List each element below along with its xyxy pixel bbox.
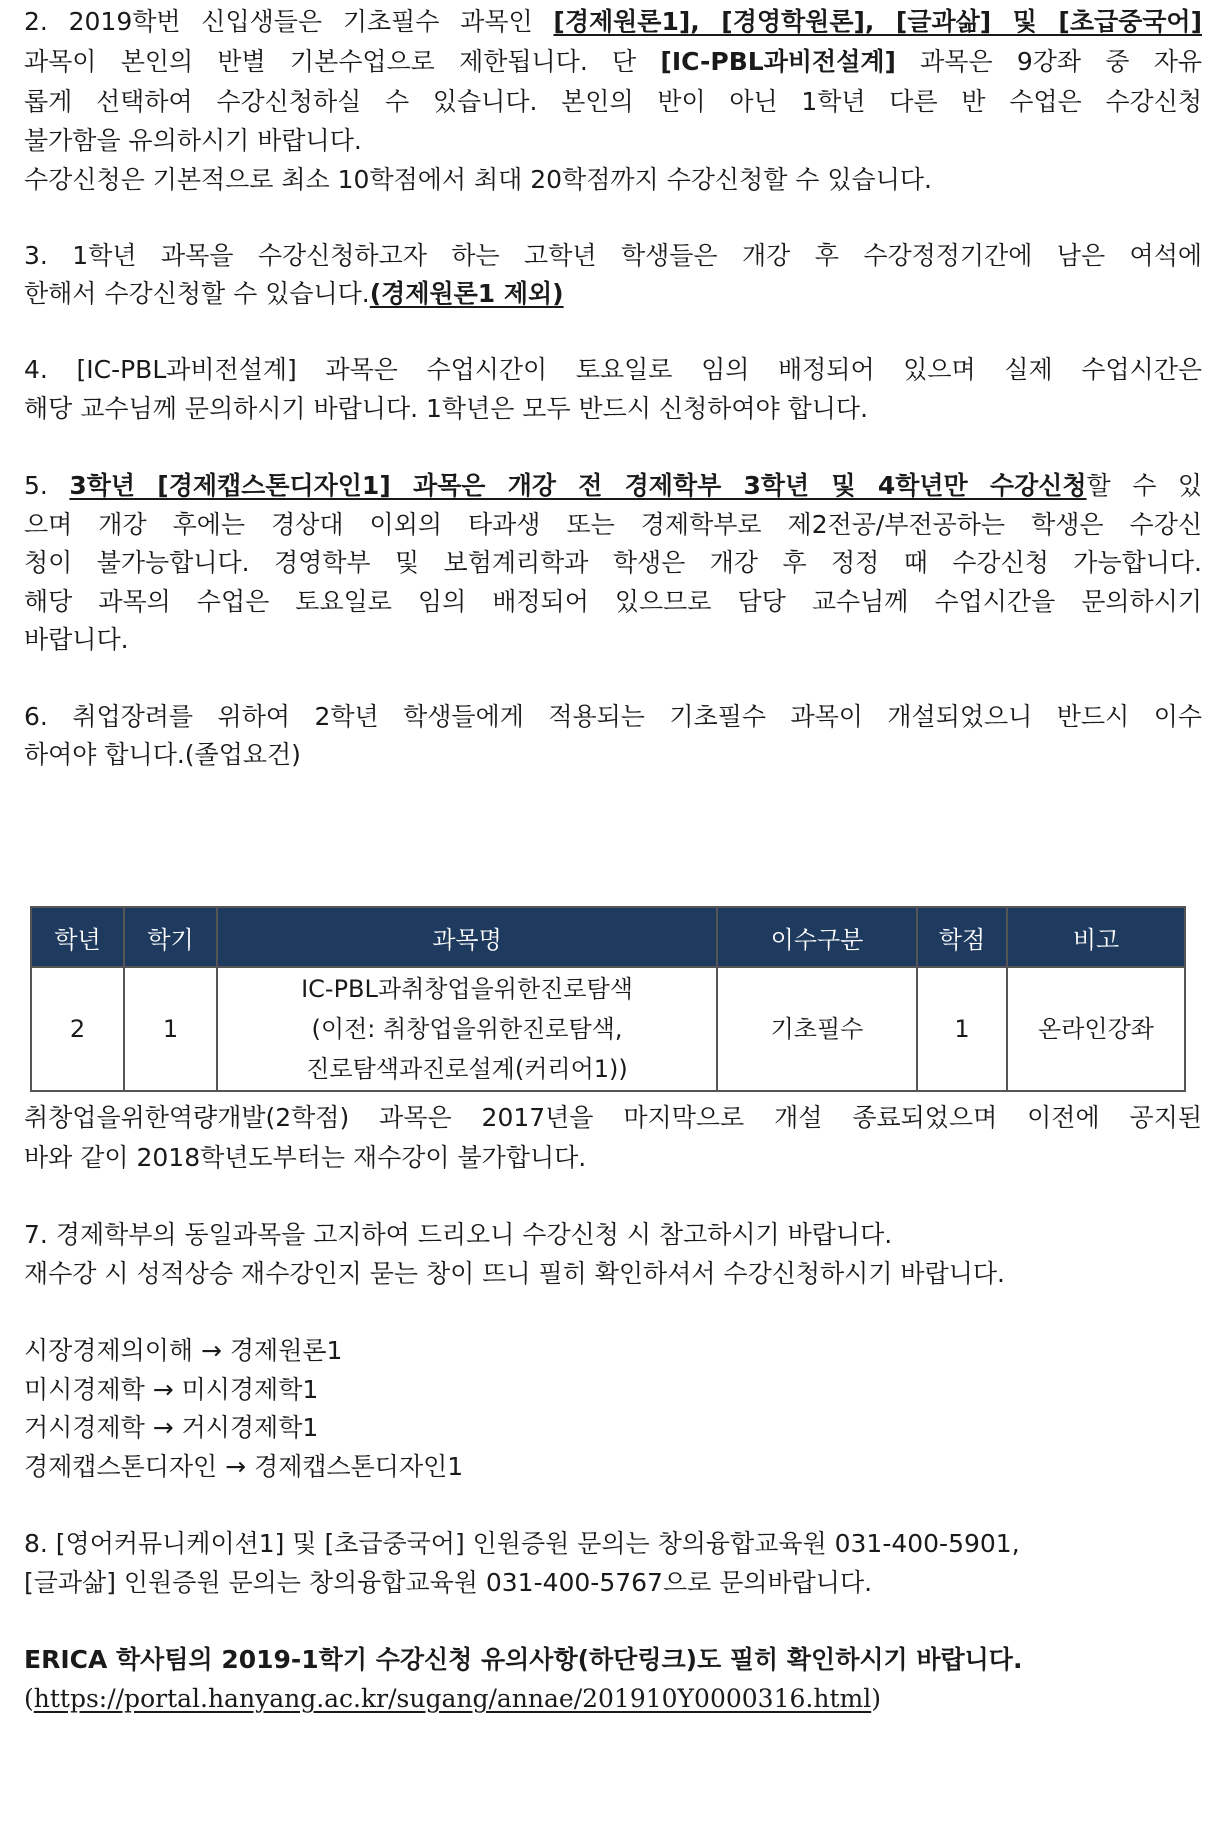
- para8-line2: [글과삶] 인원증원 문의는 창의융합교육원 031-400-5767으로 문의바랍니다.: [24, 1568, 873, 1597]
- header-semester: 학기: [124, 907, 217, 967]
- header-grade: 학년: [31, 907, 124, 967]
- after-table-line1: 취창업을위한역량개발(2학점) 과목은 2017년을 마지막으로 개설 종료되었으며 이전에 공지된: [24, 1103, 1202, 1132]
- cell-semester: 1: [124, 967, 217, 1091]
- para5-line3: 청이 불가능합니다. 경영학부 및 보험계리학과 학생은 개강 후 정정 때 수강신청 가능합니다.: [24, 548, 1202, 577]
- para5-line2: 으며 개강 후에는 경상대 이외의 타과생 또는 경제학부로 제2전공/부전공하는 학생은 수강신: [24, 510, 1202, 539]
- header-category: 이수구분: [717, 907, 917, 967]
- para6-line2: 하여야 합니다.(졸업요건): [24, 740, 301, 769]
- para5-number: 5.: [24, 471, 70, 500]
- para6-line1: 6. 취업장려를 위하여 2학년 학생들에게 적용되는 기초필수 과목이 개설되었으니 반드시 이수: [24, 702, 1202, 731]
- course-name-line2: (이전: 취창업을위한진로탐색,: [311, 1015, 623, 1043]
- para5-line4: 해당 과목의 수업은 토요일로 임의 배정되어 있으므로 담당 교수님께 수업시간을 문의하시기: [24, 587, 1202, 616]
- course-mapping-2: 미시경제학 → 미시경제학1: [24, 1375, 319, 1404]
- para7-line1: 7. 경제학부의 동일과목을 고지하여 드리오니 수강신청 시 참고하시기 바랍니다.: [24, 1220, 893, 1249]
- para5-capstone-rule: 3학년 [경제캡스톤디자인1] 과목은 개강 전 경제학부 3학년 및 4학년만 수강신청: [69, 471, 1087, 500]
- paren-open: (: [24, 1684, 34, 1713]
- para2-text: 과목은 9강좌 중 자유: [895, 47, 1202, 76]
- para2-pbl-course: [IC-PBL과비전설계]: [660, 47, 896, 76]
- table-row: [31, 967, 1185, 1091]
- footer-notice: ERICA 학사팀의 2019-1학기 수강신청 유의사항(하단링크)도 필히 확인하시기 바랍니다.: [24, 1645, 1023, 1674]
- para3-line2: [24, 272, 1202, 316]
- para7-line2: 재수강 시 성적상승 재수강인지 묻는 창이 뜨니 필히 확인하셔서 수강신청하시기 바랍니다.: [24, 1259, 1005, 1288]
- header-note: 비고: [1007, 907, 1185, 967]
- para2-line4: 불가함을 유의하시기 바랍니다.: [24, 126, 362, 155]
- para2-line3: 롭게 선택하여 수강신청하실 수 있습니다. 본인의 반이 아닌 1학년 다른 반 수업은 수강신청: [24, 87, 1202, 116]
- para5-line5: 바랍니다.: [24, 625, 129, 654]
- para4-line2: 해당 교수님께 문의하시기 바랍니다. 1학년은 모두 반드시 신청하여야 합니다.: [24, 394, 869, 423]
- para2-line5: 수강신청은 기본적으로 최소 10학점에서 최대 20학점까지 수강신청할 수 있습니다.: [24, 165, 932, 194]
- header-course-name: 과목명: [217, 907, 717, 967]
- para2-line1: [24, 0, 1202, 44]
- para2-text: 2. 2019학번 신입생들은 기초필수 과목인: [24, 7, 554, 36]
- para2-required-courses: [경제원론1], [경영학원론], [글과삶] 및 [초급중국어]: [553, 7, 1202, 36]
- course-name-line3: 진로탐색과진로설계(커리어1)): [306, 1055, 628, 1083]
- para4-line1: 4. [IC-PBL과비전설계] 과목은 수업시간이 토요일로 임의 배정되어 있으며 실제 수업시간은: [24, 355, 1202, 384]
- para3-exception: (경제원론1 제외): [369, 279, 564, 308]
- para5-line1: [24, 464, 1202, 508]
- cell-category: 기초필수: [717, 967, 917, 1091]
- paren-close: ): [871, 1684, 881, 1713]
- para2-line2: [24, 40, 1202, 84]
- cell-note: 온라인강좌: [1007, 967, 1185, 1091]
- para3-text: 한해서 수강신청할 수 있습니다.: [24, 279, 370, 308]
- cell-credits: 1: [917, 967, 1007, 1091]
- cell-grade: 2: [31, 967, 124, 1091]
- cell-course-name: [217, 967, 717, 1091]
- course-mapping-3: 거시경제학 → 거시경제학1: [24, 1413, 319, 1442]
- portal-link[interactable]: https://portal.hanyang.ac.kr/sugang/annae/201910Y0000316.html: [33, 1684, 872, 1713]
- table-header-row: [31, 907, 1185, 967]
- after-table-line2: 바와 같이 2018학년도부터는 재수강이 불가합니다.: [24, 1143, 587, 1172]
- para3-line1: 3. 1학년 과목을 수강신청하고자 하는 고학년 학생들은 개강 후 수강정정기간에 남은 여석에: [24, 241, 1202, 270]
- course-name-line1: IC-PBL과취창업을위한진로탐색: [301, 975, 633, 1003]
- footer-link-line: [24, 1677, 1202, 1721]
- required-course-table: [30, 906, 1186, 1092]
- course-mapping-1: 시장경제의이해 → 경제원론1: [24, 1336, 343, 1365]
- header-credits: 학점: [917, 907, 1007, 967]
- course-mapping-4: 경제캡스톤디자인 → 경제캡스톤디자인1: [24, 1452, 464, 1481]
- para5-text: 할 수 있: [1086, 471, 1202, 500]
- para8-line1: 8. [영어커뮤니케이션1] 및 [초급중국어] 인원증원 문의는 창의융합교육원 031-400-5901,: [24, 1529, 1020, 1558]
- para2-text: 과목이 본인의 반별 기본수업으로 제한됩니다. 단: [24, 47, 661, 76]
